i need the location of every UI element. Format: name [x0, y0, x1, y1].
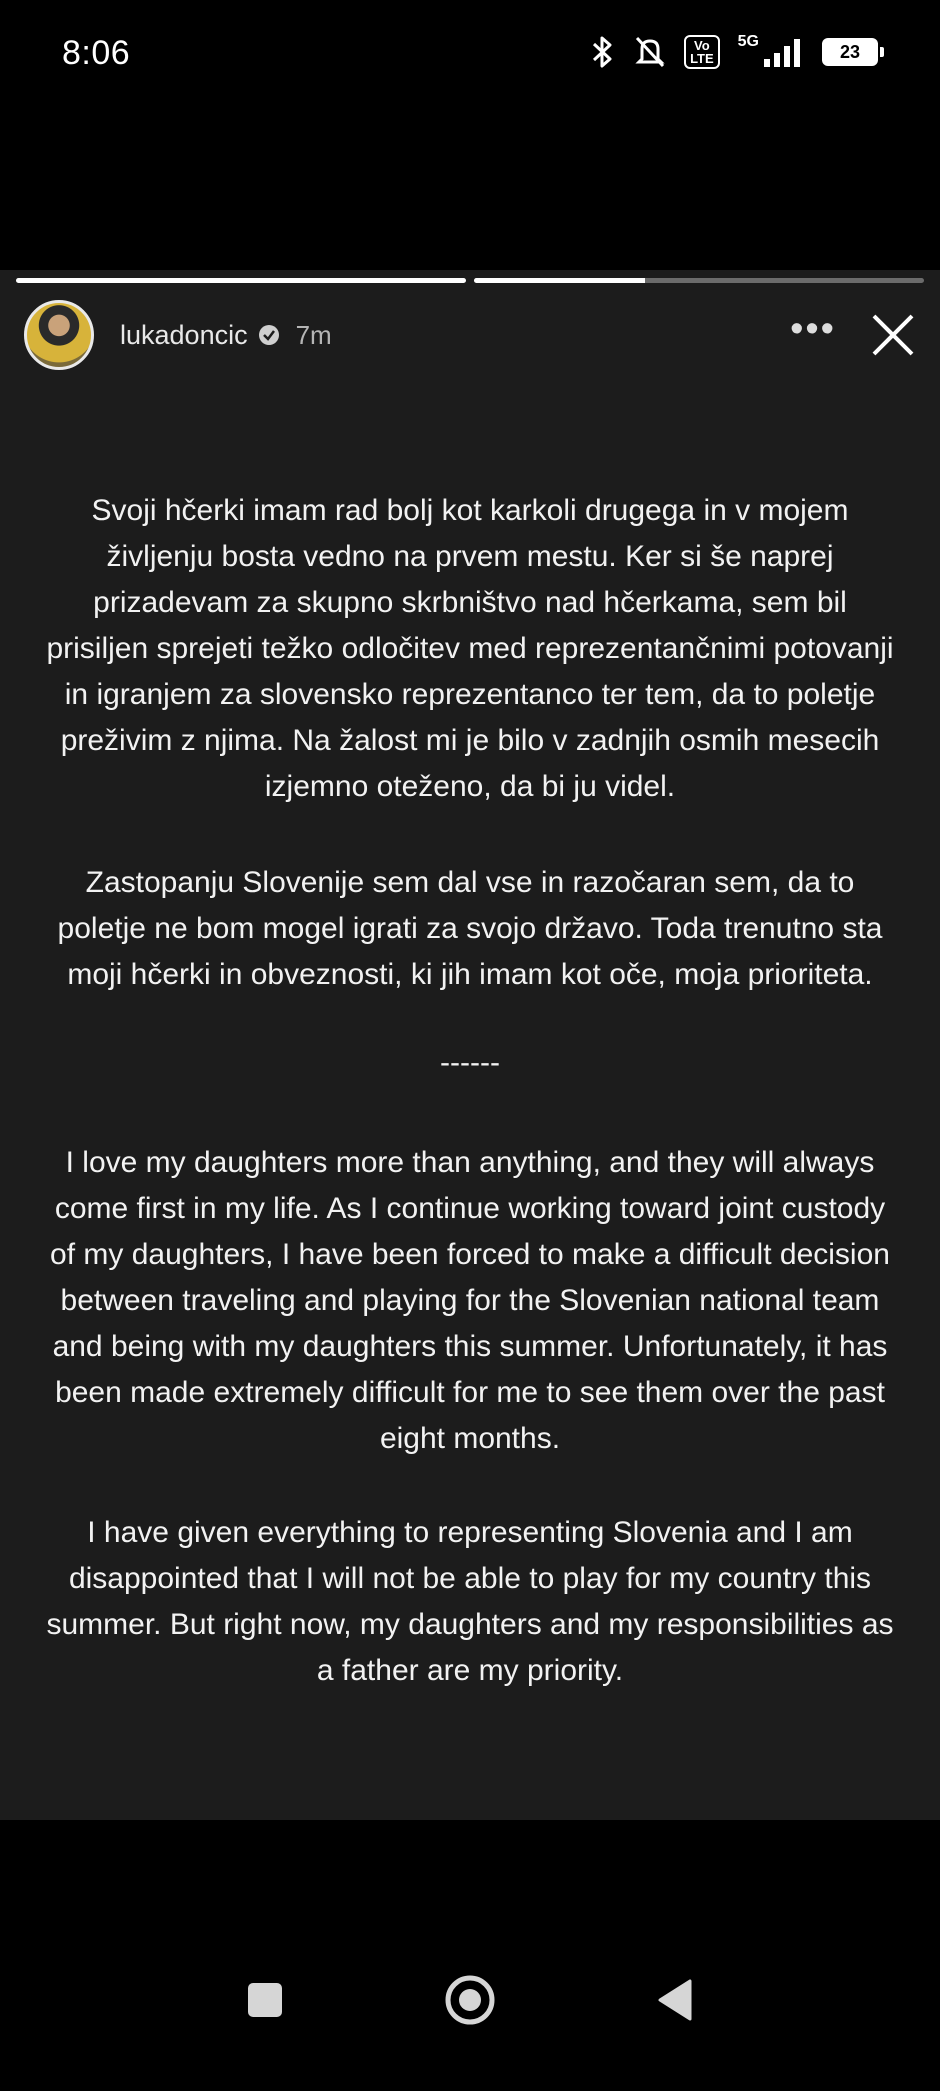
back-triangle-icon[interactable] — [656, 1979, 694, 2021]
signal-icon — [737, 33, 804, 67]
battery-level: 23 — [839, 41, 861, 62]
story-progress — [16, 278, 924, 283]
statement-paragraph-1: Svoji hčerki imam rad bolj kot karkoli drugega in v mojem življenju bosta vedno na prvem mestu. Ker si še naprej prizadevam za skupno skrbništvo nad hčerkama, sem bil prisiljen sprejeti težko odločitev med reprezentančnimi potovanji in igranjem za slovensko reprezentanco ter tem, da to poletje preživim z njima. Na žalost mi je bilo v zadnjih osmih mesecih izjemno oteženo, da bi ju videl. — [46, 494, 894, 803]
statement-paragraph-4: I have given everything to representing Slovenia and I am disappointed that I will not be able to play for my country this summer. But right now, my daughters and my responsibilities as a father are my priority. — [46, 1516, 894, 1687]
network-type: 5G — [737, 33, 759, 50]
status-time: 8:06 — [62, 34, 131, 72]
verified-badge-icon — [258, 324, 280, 346]
statement-paragraph-3: I love my daughters more than anything, and they will always come first in my life. As I continue working toward joint custody of my daughters, I have been forced to make a difficult decision between traveling and playing for the Slovenian national team and being with my daughters this summer. Unfortunately, it has been made extremely difficult for me to see them over the past eight months. — [50, 1146, 890, 1455]
story-time: 7m — [295, 319, 332, 350]
battery-icon — [822, 38, 878, 66]
recents-square-icon[interactable] — [246, 1981, 284, 2019]
volte-icon: Vo LTE — [684, 35, 720, 69]
username[interactable]: lukadoncic — [120, 319, 248, 350]
status-icons — [590, 30, 878, 74]
home-circle-icon[interactable] — [444, 1974, 496, 2026]
story-viewer[interactable] — [0, 270, 940, 1820]
story-header — [24, 300, 916, 370]
more-options-icon[interactable]: ••• — [790, 308, 836, 350]
separator: ------ — [440, 1046, 500, 1079]
progress-segment — [474, 278, 924, 283]
close-icon[interactable] — [870, 312, 916, 358]
mute-icon — [634, 35, 666, 69]
navigation-bar — [0, 1950, 940, 2050]
avatar[interactable] — [24, 300, 94, 370]
progress-segment — [16, 278, 466, 283]
status-bar — [0, 0, 940, 110]
statement-paragraph-2: Zastopanju Slovenije sem dal vse in razočaran sem, da to poletje ne bom mogel igrati za svojo državo. Toda trenutno sta moji hčerki in obveznosti, ki jih imam kot oče, moja prioriteta. — [57, 866, 883, 991]
bluetooth-icon — [590, 35, 616, 69]
